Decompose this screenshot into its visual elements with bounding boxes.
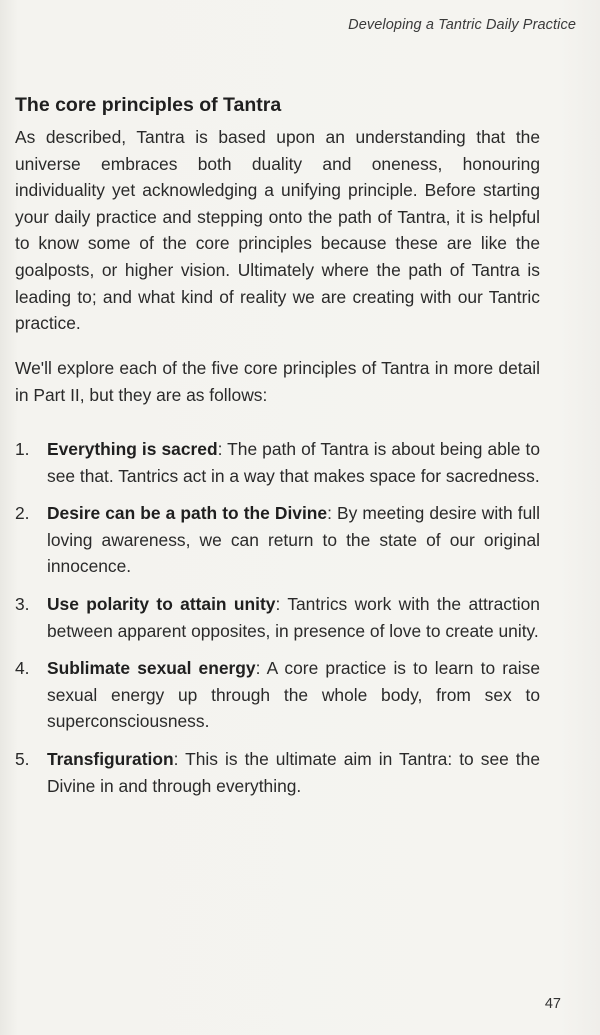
principle-number: 5. (15, 748, 30, 769)
principle-item (15, 591, 540, 644)
principle-number: 3. (15, 593, 30, 614)
principle-number: 2. (15, 503, 30, 524)
principle-term: Everything is sacred (47, 439, 218, 459)
principle-description: : The path of Tantra is about being able to see that. Tantrics act in a way that makes space for sacredness. (47, 439, 540, 486)
principle-term: Desire can be a path to the Divine (47, 503, 328, 524)
principle-description: : This is the ultimate aim in Tantra: to see the Divine in and through everything. (47, 748, 540, 796)
principle-number: 4. (15, 658, 30, 679)
principles-list (15, 436, 540, 810)
principle-term: Transfiguration (47, 748, 174, 769)
section-title: The core principles of Tantra (15, 94, 282, 116)
principle-number: 1. (15, 439, 30, 459)
running-head: Developing a Tantric Daily Practice (348, 17, 576, 33)
principle-item (15, 500, 540, 580)
lead-in-paragraph: We'll explore each of the five core principles of Tantra in more detail in Part II, but they are as follows: (15, 358, 540, 405)
principle-term: Sublimate sexual energy (47, 658, 256, 679)
intro-paragraph: As described, Tantra is based upon an understanding that the universe embraces both duality and oneness, honouring individuality yet acknowledging a unifying principle. Before starting your daily practice and stepping onto the path of Tantra, it is helpful to know some of the core principles because these are like the goalposts, or higher vision. Ultimately where the path of Tantra is leading to; and what kind of reality we are creating with our Tantric practice. (15, 127, 540, 334)
principle-term: Use polarity to attain unity (47, 593, 276, 614)
principle-item (15, 655, 540, 735)
principle-item (15, 746, 540, 799)
principle-description: : By meeting desire with full loving awareness, we can return to the state of our original innocence. (47, 503, 540, 577)
principle-item (15, 436, 540, 489)
principle-description: : A core practice is to learn to raise sexual energy up through the whole body, from sex to superconsciousness. (47, 658, 540, 732)
page-number: 47 (544, 996, 561, 1012)
principle-description: : Tantrics work with the attraction between apparent opposites, in presence of love to create unity. (47, 593, 540, 641)
